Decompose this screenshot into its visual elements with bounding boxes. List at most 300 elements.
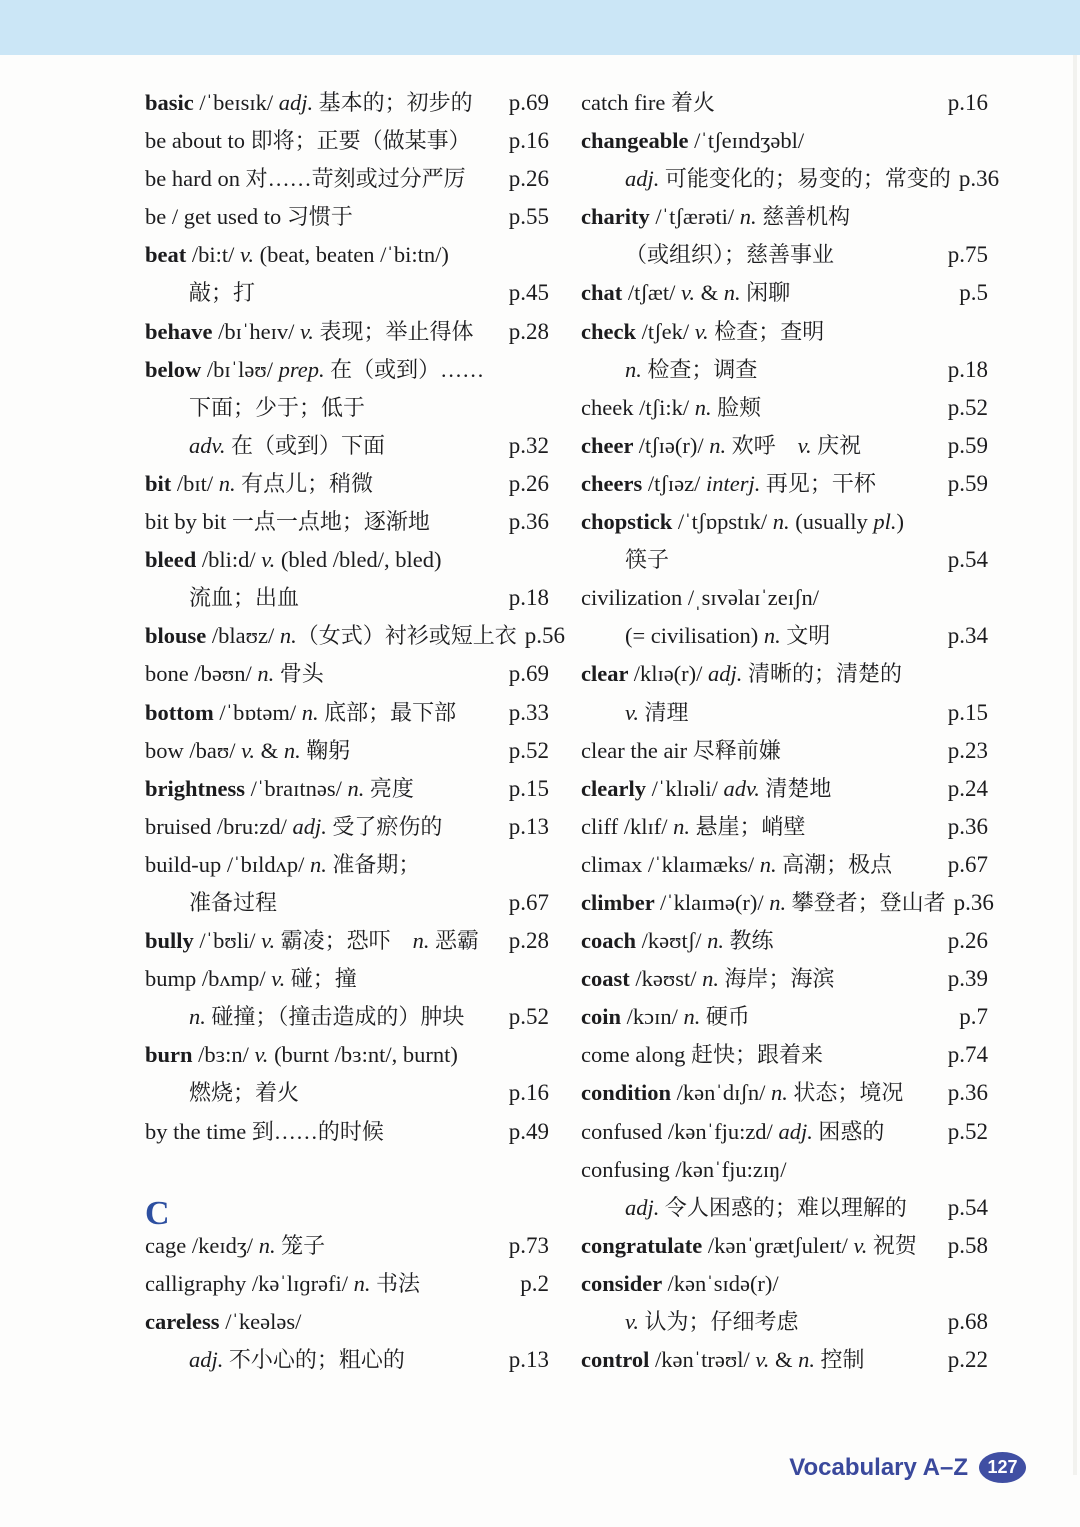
page-ref: p.52 <box>508 737 549 763</box>
vocab-row <box>145 160 549 198</box>
page-ref: p.26 <box>947 928 988 954</box>
chinese-gloss: 攀登者；登山者 <box>786 889 946 915</box>
entry-text <box>145 617 517 655</box>
entry-segment: /ˈtʃeɪndʒəbl/ <box>694 128 805 154</box>
pos-label: prep. <box>278 356 325 382</box>
entry-segment: /kənˈsɪdə(r)/ <box>667 1270 779 1296</box>
vocab-row <box>581 1113 988 1151</box>
chinese-gloss: 霸凌；恐吓 <box>275 928 413 954</box>
vocab-row <box>581 1189 988 1227</box>
entry-segment: civilization /ˌsɪvəlaɪˈzeɪʃn/ <box>581 585 820 611</box>
vocab-row <box>581 1265 988 1303</box>
pos-label: n. <box>625 356 642 382</box>
entry-word: basic <box>145 90 200 115</box>
entry-text <box>145 1341 405 1379</box>
pos-label: n. <box>310 851 327 877</box>
entry-word: coin <box>581 1004 627 1030</box>
entry-word: changeable <box>581 128 695 154</box>
entry-text <box>581 732 781 770</box>
entry-text <box>581 351 757 389</box>
pos-label: v. <box>853 1232 868 1258</box>
chinese-gloss: 困惑的 <box>812 1118 885 1144</box>
vocab-row <box>581 541 988 579</box>
entry-word: chat <box>581 280 628 306</box>
entry-word: behave <box>145 318 219 344</box>
vocab-row <box>145 389 549 427</box>
pos-label: v. <box>625 1309 639 1334</box>
page-ref: p.16 <box>508 128 549 154</box>
column-right <box>581 84 1000 1379</box>
page-ref: p.36 <box>947 813 988 839</box>
chinese-gloss: 笼子 <box>275 1232 326 1258</box>
entry-segment: /ˈbɒtəm/ <box>219 699 302 725</box>
chinese-gloss: 一点一点地；逐渐地 <box>231 509 430 535</box>
page-ref: p.36 <box>953 889 994 915</box>
entry-text <box>581 846 892 884</box>
entry-text <box>581 770 831 808</box>
entry-segment: cheek /tʃi:k/ <box>581 394 695 420</box>
page-ref: p.52 <box>947 1118 988 1144</box>
pos-label: n. <box>283 737 301 763</box>
entry-text <box>145 1265 420 1303</box>
pos-label: n. <box>769 889 787 915</box>
entry-word: cheers <box>581 470 648 496</box>
entry-segment: /tʃæt/ <box>627 280 682 306</box>
entry-text <box>145 427 385 465</box>
entry-segment: confusing /kənˈfju:zɪŋ/ <box>581 1156 787 1182</box>
page-ref: p.45 <box>508 280 549 306</box>
chinese-gloss: 认为；仔细考虑 <box>638 1309 799 1334</box>
page-number-badge <box>979 1452 1026 1483</box>
vocab-row <box>145 998 549 1036</box>
chinese-gloss: 准备期； <box>326 851 421 877</box>
page-ref: p.67 <box>947 851 988 877</box>
entry-segment: (bled /bled/, bled) <box>275 547 442 573</box>
chinese-gloss: 庆祝 <box>811 432 862 458</box>
vocab-row <box>145 274 549 312</box>
pos-label: v. <box>797 432 812 458</box>
page-ref: p.22 <box>947 1347 988 1373</box>
vocab-row <box>145 1036 549 1074</box>
entry-text <box>145 389 365 427</box>
page-ref: p.33 <box>508 699 549 725</box>
pos-label: n. <box>759 851 777 877</box>
page-ref: p.23 <box>947 737 988 763</box>
page-ref: p.54 <box>947 1194 988 1220</box>
chinese-gloss: 流血；出血 <box>189 585 300 611</box>
chinese-gloss: 不小心的；粗心的 <box>223 1347 405 1373</box>
pos-label: n. <box>763 623 781 649</box>
vocab-row <box>145 427 549 465</box>
entry-text <box>581 694 688 732</box>
entry-segment: clear the air <box>581 737 693 763</box>
entry-segment: & <box>769 1347 799 1373</box>
entry-text <box>145 732 350 770</box>
page-ref: p.5 <box>959 280 988 306</box>
chinese-gloss: 下面；少于；低于 <box>189 394 366 420</box>
pos-label: n. <box>347 775 365 801</box>
page-ref: p.56 <box>524 623 565 649</box>
chinese-gloss: （或组织）；慈善事业 <box>625 242 835 268</box>
vocab-row <box>145 655 549 693</box>
pos-label: v. <box>241 737 256 763</box>
entry-text <box>145 1113 384 1151</box>
chinese-gloss: 检查；查明 <box>708 318 825 344</box>
page-ref: p.28 <box>508 928 549 954</box>
page-ref: p.39 <box>947 966 988 992</box>
pos-label: adj. <box>708 661 743 687</box>
entry-word: chopstick <box>581 509 678 535</box>
entry-segment: /tʃɪə(r)/ <box>638 432 710 458</box>
entry-segment: cage /keɪdʒ/ <box>145 1232 259 1258</box>
chinese-gloss: 清理 <box>638 699 689 725</box>
page-ref: p.74 <box>947 1042 988 1068</box>
entry-word: bully <box>145 928 200 954</box>
entry-segment: /bɪˈləʊ/ <box>206 356 279 382</box>
vocab-row <box>581 160 1000 198</box>
page-ref: p.52 <box>508 1004 549 1030</box>
entry-segment: /ˈklaɪmə(r)/ <box>659 889 770 915</box>
entry-text <box>145 694 456 732</box>
pos-label: n. <box>301 699 319 725</box>
entry-segment: /tʃek/ <box>641 318 695 344</box>
chinese-gloss: 高潮；极点 <box>776 851 893 877</box>
page-ref: p.28 <box>508 318 549 344</box>
pos-label: adj. <box>189 1347 224 1373</box>
column-left <box>145 84 565 1379</box>
chinese-gloss: 基本的；初步的 <box>313 90 473 115</box>
entry-text <box>145 960 357 998</box>
vocab-row <box>581 503 988 541</box>
page-footer <box>789 1452 1026 1483</box>
chinese-gloss: 碰撞；（撞击造成的）肿块 <box>205 1004 465 1030</box>
chinese-gloss: 脸颊 <box>711 394 762 420</box>
entry-segment: /bɜ:n/ <box>198 1042 255 1068</box>
page-ref: p.15 <box>508 775 549 801</box>
entry-segment: /ˈbraɪtnəs/ <box>250 775 348 801</box>
chinese-gloss: 书法 <box>370 1270 421 1296</box>
entry-segment: & <box>694 280 724 306</box>
chinese-gloss: 受了瘀伤的 <box>326 813 443 839</box>
entry-segment: /ˈtʃɒpstɪk/ <box>677 509 773 535</box>
entry-segment: be about to <box>145 128 251 154</box>
pos-label: n. <box>771 1080 788 1106</box>
chinese-gloss: 清晰的；清楚的 <box>742 661 902 687</box>
page-ref: p.73 <box>508 1232 549 1258</box>
chinese-gloss: 状态；境况 <box>787 1080 904 1106</box>
entry-text <box>145 84 473 122</box>
entry-word: careless <box>145 1309 226 1334</box>
entry-segment: /kɔɪn/ <box>626 1004 684 1030</box>
entry-text <box>581 122 804 160</box>
chinese-gloss: （女式）衬衫或短上衣 <box>296 623 517 649</box>
entry-text <box>581 1036 823 1074</box>
pos-label: adj. <box>625 1194 660 1220</box>
vocab-row <box>581 1074 988 1112</box>
page-ref: p.58 <box>947 1232 988 1258</box>
pos-label: v. <box>254 1042 269 1068</box>
section-header-c: C <box>145 1194 170 1232</box>
pos-label: n. <box>218 470 236 496</box>
page-ref: p.7 <box>959 1004 988 1030</box>
vocab-row <box>145 884 549 922</box>
entry-segment: bone /bəʊn/ <box>145 661 258 687</box>
entry-text <box>581 160 951 198</box>
pos-label: n. <box>257 661 275 687</box>
entry-word: control <box>581 1347 655 1373</box>
page-ref: p.36 <box>947 1080 988 1106</box>
pos-label: v. <box>694 318 709 344</box>
chinese-gloss: 尽释前嫌 <box>692 737 781 763</box>
vocab-row <box>145 846 549 884</box>
entry-segment: /bi:t/ <box>191 242 241 268</box>
entry-word: cheer <box>581 432 639 458</box>
pos-label: n. <box>694 394 712 420</box>
entry-segment: catch fire <box>581 90 671 115</box>
vocab-row <box>581 732 988 770</box>
chinese-gloss: 碰；撞 <box>285 966 357 992</box>
chinese-gloss: 再见；干杯 <box>760 470 876 496</box>
entry-segment: climax /ˈklaɪmæks/ <box>581 851 760 877</box>
vocab-row <box>145 122 549 160</box>
footer-section-label: Vocabulary A–Z <box>789 1453 968 1481</box>
entry-text <box>581 579 819 617</box>
page-ref: p.36 <box>958 166 1000 192</box>
vocab-row <box>581 770 988 808</box>
entry-segment: bump /bʌmp/ <box>145 966 272 992</box>
vocab-row <box>145 1113 549 1151</box>
entry-text <box>145 503 430 541</box>
chinese-gloss: 燃烧；着火 <box>189 1080 300 1106</box>
chinese-gloss: 闲聊 <box>740 280 791 306</box>
vocab-row <box>581 655 988 693</box>
entry-word: condition <box>581 1080 677 1106</box>
entry-word: check <box>581 318 642 344</box>
entry-word: brightness <box>145 775 251 801</box>
vocab-row <box>581 998 988 1036</box>
entry-text <box>581 1113 884 1151</box>
entry-segment: /kənˈdɪʃn/ <box>676 1080 772 1106</box>
page-ref: p.24 <box>947 775 988 801</box>
entry-text <box>145 922 479 960</box>
entry-text <box>145 198 353 236</box>
chinese-gloss: 赶快；跟着来 <box>690 1042 823 1068</box>
vocab-row <box>581 274 988 312</box>
vocab-row <box>145 1341 549 1379</box>
entry-segment: /bli:d/ <box>201 547 262 573</box>
chinese-gloss: 慈善机构 <box>756 204 851 230</box>
vocab-row <box>581 694 988 732</box>
vocab-row <box>145 960 549 998</box>
entry-word: charity <box>581 204 656 230</box>
entry-text <box>145 579 299 617</box>
page-ref: p.26 <box>508 470 549 496</box>
entry-segment: ) <box>896 509 905 535</box>
chinese-gloss: 筷子 <box>625 547 670 573</box>
entry-text <box>581 274 790 312</box>
entry-text <box>145 541 441 579</box>
page-ref: p.59 <box>947 432 988 458</box>
vocab-row <box>145 1265 549 1303</box>
vocab-row <box>581 846 988 884</box>
page-ref: p.49 <box>508 1118 549 1144</box>
pos-label: v. <box>240 242 254 268</box>
page-ref: p.67 <box>508 889 549 915</box>
chinese-gloss: 令人困惑的；难以理解的 <box>659 1194 907 1220</box>
pos-label: n. <box>189 1004 206 1030</box>
entry-text <box>145 351 484 389</box>
chinese-gloss: 有点儿；稍微 <box>235 470 374 496</box>
entry-word: bleed <box>145 547 202 573</box>
chinese-gloss: 控制 <box>814 1347 865 1373</box>
entry-text <box>581 503 904 541</box>
chinese-gloss: 悬崖；峭壁 <box>689 813 806 839</box>
pos-label: v. <box>755 1347 770 1373</box>
vocab-row <box>145 541 549 579</box>
entry-word: beat <box>145 242 192 268</box>
entry-segment: /klɪə(r)/ <box>633 661 709 687</box>
chinese-gloss: 海岸；海滨 <box>718 966 835 992</box>
entry-segment: confused /kənˈfju:zd/ <box>581 1118 779 1144</box>
entry-text <box>581 84 715 122</box>
vocab-row <box>581 808 988 846</box>
entry-text <box>581 1341 865 1379</box>
entry-text <box>145 655 324 693</box>
pos-label: n. <box>798 1347 815 1373</box>
page-ref: p.34 <box>947 623 988 649</box>
chinese-gloss: 在（或到）…… <box>324 356 485 382</box>
chinese-gloss: 在（或到）下面 <box>225 432 385 458</box>
page-ref: p.68 <box>947 1309 988 1334</box>
entry-text <box>581 960 835 998</box>
page-ref: p.52 <box>947 394 988 420</box>
vocab-row <box>145 465 549 503</box>
entry-text <box>145 770 414 808</box>
entry-segment: /kənˈtrəʊl/ <box>654 1347 756 1373</box>
pos-label: adj. <box>625 166 660 192</box>
chinese-gloss: 清楚地 <box>759 775 832 801</box>
entry-segment: /ˈklɪəli/ <box>651 775 724 801</box>
pos-label: adj. <box>778 1118 813 1144</box>
chinese-gloss: 即将；正要（做某事） <box>250 128 471 154</box>
pos-label: v. <box>299 318 314 344</box>
page-ref: p.75 <box>947 242 988 268</box>
pos-label: n. <box>723 280 741 306</box>
page-ref: p.2 <box>520 1270 549 1296</box>
entry-segment: /bɪt/ <box>176 470 219 496</box>
vocab-row <box>581 1227 988 1265</box>
vocab-row <box>581 313 988 351</box>
entry-segment: /tʃɪəz/ <box>647 470 706 496</box>
entry-text <box>581 1227 917 1265</box>
vocab-row <box>145 1074 549 1112</box>
entry-text <box>581 427 861 465</box>
entry-text <box>581 541 669 579</box>
pos-label: interj. <box>705 470 761 496</box>
pos-label: v. <box>681 280 695 306</box>
vocab-row <box>145 579 549 617</box>
chinese-gloss: 恶霸 <box>429 928 479 954</box>
entry-text <box>145 1227 325 1265</box>
vocab-row <box>581 122 988 160</box>
vocab-row <box>145 236 549 274</box>
pos-label: n. <box>412 928 430 954</box>
pos-label: v. <box>271 966 286 992</box>
entry-segment: /ˈtʃærəti/ <box>655 204 740 230</box>
entry-word: blouse <box>145 623 212 649</box>
vocab-row <box>145 922 549 960</box>
pos-label: v. <box>261 928 276 954</box>
chinese-gloss: 亮度 <box>364 775 414 801</box>
entry-text <box>581 1303 798 1341</box>
entry-segment: /kənˈɡrætʃuleɪt/ <box>707 1232 854 1258</box>
vocab-row <box>145 198 549 236</box>
entry-text <box>145 160 466 198</box>
chinese-gloss: 硬币 <box>700 1004 750 1030</box>
entry-text <box>145 465 373 503</box>
vocab-row <box>145 1227 549 1265</box>
entry-text <box>145 998 464 1036</box>
entry-segment: (usually <box>789 509 874 535</box>
page-ref: p.18 <box>508 585 549 611</box>
vocab-row <box>145 84 549 122</box>
vocab-row <box>581 1036 988 1074</box>
entry-text <box>581 1074 903 1112</box>
entry-text <box>581 998 750 1036</box>
chinese-gloss: 检查；调查 <box>641 356 758 382</box>
vocab-row <box>581 427 988 465</box>
column-gap <box>145 1151 549 1189</box>
pos-label: v. <box>625 699 639 725</box>
entry-word: bit <box>145 470 177 496</box>
vocab-row <box>581 465 988 503</box>
pos-label: n. <box>739 204 757 230</box>
page-ref: p.59 <box>947 470 988 496</box>
vocab-row <box>581 960 988 998</box>
chinese-gloss: 习惯于 <box>286 204 353 230</box>
pos-label: n. <box>673 813 690 839</box>
chinese-gloss: 可能变化的；易变的；常变的 <box>659 166 951 192</box>
entry-text <box>581 198 850 236</box>
entry-text <box>145 236 449 274</box>
entry-text <box>145 1074 299 1112</box>
entry-text <box>581 655 902 693</box>
entry-word: consider <box>581 1270 668 1296</box>
entry-word: bottom <box>145 699 220 725</box>
entry-text <box>581 236 834 274</box>
entry-text <box>145 808 442 846</box>
entry-text <box>145 313 473 351</box>
chinese-gloss: 着火 <box>670 90 715 115</box>
entry-segment: /ˈbʊli/ <box>199 928 262 954</box>
pos-label: adv. <box>723 775 760 801</box>
chinese-gloss: 文明 <box>780 623 831 649</box>
entry-segment: come along <box>581 1042 691 1068</box>
vocab-row <box>581 1341 988 1379</box>
vocab-row <box>145 617 565 655</box>
vocab-row <box>581 579 988 617</box>
entry-segment: bit by bit <box>145 509 232 535</box>
vocab-row <box>581 1303 988 1341</box>
vocab-row <box>145 694 549 732</box>
pos-label: v. <box>261 547 276 573</box>
entry-segment: /kəʊst/ <box>635 966 703 992</box>
vocab-row <box>581 884 994 922</box>
entry-segment: /ˈkeələs/ <box>225 1309 302 1334</box>
pos-label: n. <box>707 928 724 954</box>
vocab-row <box>145 808 549 846</box>
page-ref: p.16 <box>508 1080 549 1106</box>
